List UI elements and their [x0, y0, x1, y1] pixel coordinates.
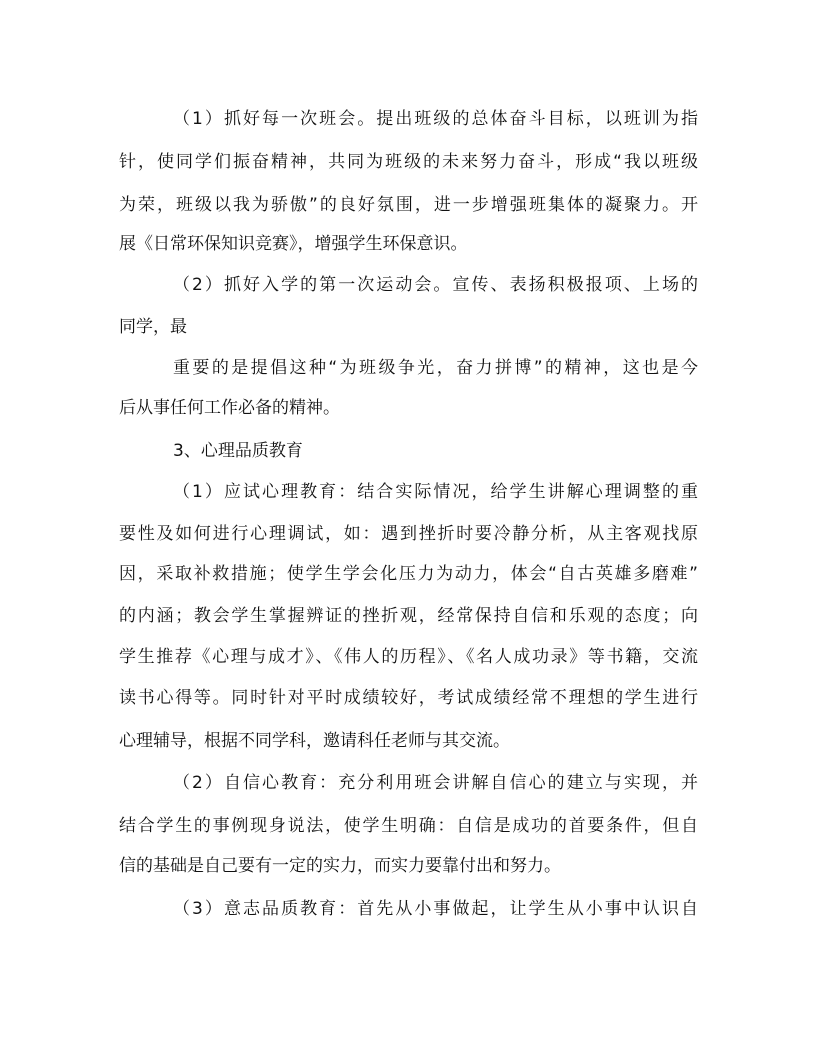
- text-line: 为荣，班级以我为骄傲”的良好氛围，进一步增强班集体的凝聚力。开: [119, 195, 698, 215]
- text-line: 学生推荐《心理与成才》、《伟人的历程》、《名人成功录》等书籍，交流: [119, 647, 698, 667]
- text-line: 展《日常环保知识竞赛》，增强学生环保意识。: [119, 234, 468, 254]
- text-line: 针，使同学们振奋精神，共同为班级的未来努力奋斗，形成“我以班级: [119, 152, 698, 172]
- text-line: 的内涵；教会学生掌握辨证的挫折观，经常保持自信和乐观的态度；向: [119, 606, 698, 626]
- text-line: （2）抓好入学的第一次运动会。宣传、表扬积极报项、上场的: [173, 275, 698, 295]
- section-heading: 3、心理品质教育: [173, 441, 303, 461]
- text-line: 结合学生的事例现身说法，使学生明确：自信是成功的首要条件，但自: [119, 816, 698, 836]
- text-line: 读书心得等。同时针对平时成绩较好，考试成绩经常不理想的学生进行: [119, 688, 698, 708]
- text-line: 重要的是提倡这种“为班级争光，奋力拼博”的精神，这也是今: [173, 358, 698, 378]
- text-line: 要性及如何进行心理调试，如：遇到挫折时要冷静分析，从主客观找原: [119, 524, 698, 544]
- text-line: （1）应试心理教育：结合实际情况，给学生讲解心理调整的重: [173, 482, 698, 502]
- text-line: 因，采取补救措施；使学生学会化压力为动力，体会“自古英雄多磨难”: [119, 564, 698, 584]
- text-line: （1）抓好每一次班会。提出班级的总体奋斗目标，以班训为指: [173, 109, 698, 129]
- text-line: 同学，最: [119, 317, 187, 337]
- text-line: （3）意志品质教育：首先从小事做起，让学生从小事中认识自: [173, 899, 698, 919]
- text-line: 心理辅导，根据不同学科，邀请科任老师与其交流。: [119, 731, 510, 751]
- text-line: 信的基础是自己要有一定的实力，而实力要靠付出和努力。: [119, 856, 561, 876]
- text-line: （2）自信心教育：充分利用班会讲解自信心的建立与实现，并: [173, 773, 698, 793]
- text-line: 后从事任何工作必备的精神。: [119, 398, 340, 418]
